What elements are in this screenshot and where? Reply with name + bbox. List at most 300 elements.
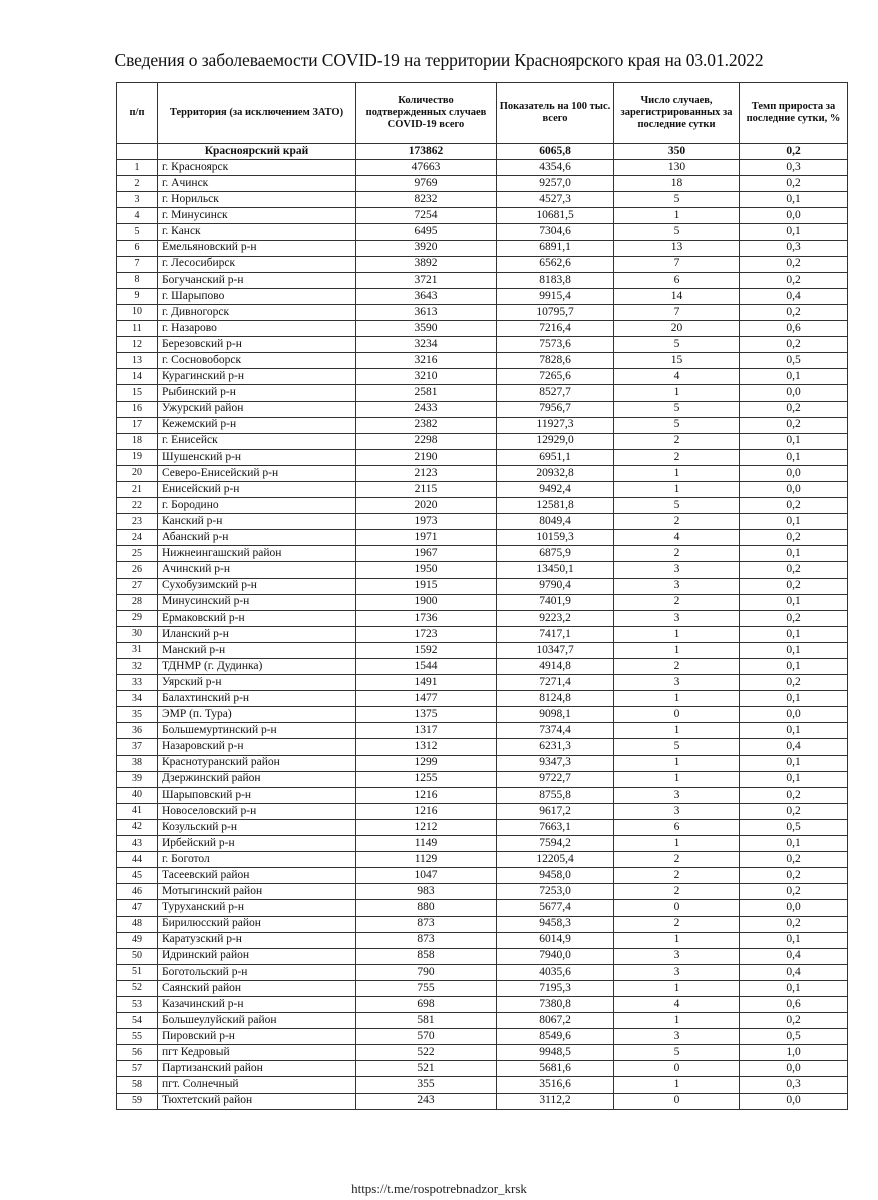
rate-cell: 10681,5 — [497, 208, 614, 224]
table-row — [117, 948, 848, 964]
table-row — [117, 787, 848, 803]
table-row — [117, 964, 848, 980]
number-cell: 42 — [117, 819, 158, 835]
territory-cell: Дзержинский район — [158, 771, 356, 787]
growth-cell: 0,5 — [740, 353, 848, 369]
number-cell: 20 — [117, 465, 158, 481]
number-cell: 10 — [117, 304, 158, 320]
daily-cell: 5 — [614, 401, 740, 417]
daily-cell: 2 — [614, 868, 740, 884]
growth-cell: 0,2 — [740, 256, 848, 272]
document-title: Сведения о заболеваемости COVID-19 на территории Красноярского края на 03.01.2022 — [114, 50, 764, 70]
rate-cell: 6231,3 — [497, 739, 614, 755]
table-row — [117, 932, 848, 948]
rate-cell: 3516,6 — [497, 1077, 614, 1093]
number-cell: 16 — [117, 401, 158, 417]
number-cell: 30 — [117, 626, 158, 642]
growth-cell: 0,1 — [740, 433, 848, 449]
territory-cell: г. Лесосибирск — [158, 256, 356, 272]
rate-cell: 7304,6 — [497, 224, 614, 240]
growth-cell: 0,2 — [740, 803, 848, 819]
table-row — [117, 176, 848, 192]
growth-cell: 0,2 — [740, 562, 848, 578]
number-cell: 29 — [117, 610, 158, 626]
table-row — [117, 353, 848, 369]
table-row — [117, 1061, 848, 1077]
growth-cell: 0,0 — [740, 1093, 848, 1109]
total-row — [117, 144, 848, 160]
territory-cell: Богучанский р-н — [158, 272, 356, 288]
cases-cell: 2298 — [356, 433, 497, 449]
table-row — [117, 980, 848, 996]
cases-cell: 243 — [356, 1093, 497, 1109]
table-row — [117, 481, 848, 497]
table-row — [117, 433, 848, 449]
cases-cell: 2020 — [356, 498, 497, 514]
number-cell: 58 — [117, 1077, 158, 1093]
daily-cell: 4 — [614, 369, 740, 385]
rate-cell: 12929,0 — [497, 433, 614, 449]
growth-cell: 0,0 — [740, 465, 848, 481]
territory-cell: г. Шарыпово — [158, 288, 356, 304]
territory-cell: Большемуртинский р-н — [158, 723, 356, 739]
cases-cell: 9769 — [356, 176, 497, 192]
daily-cell: 5 — [614, 417, 740, 433]
territory-cell: Тюхтетский район — [158, 1093, 356, 1109]
territory-cell: Нижнеингашский район — [158, 546, 356, 562]
rate-cell: 6951,1 — [497, 449, 614, 465]
table-row — [117, 836, 848, 852]
rate-cell: 5677,4 — [497, 900, 614, 916]
growth-cell: 0,2 — [740, 337, 848, 353]
territory-cell: пгт Кедровый — [158, 1045, 356, 1061]
cases-cell: 1212 — [356, 819, 497, 835]
table-row — [117, 288, 848, 304]
territory-cell: Козульский р-н — [158, 819, 356, 835]
cases-cell: 2123 — [356, 465, 497, 481]
number-cell: 21 — [117, 481, 158, 497]
rate-cell: 8549,6 — [497, 1029, 614, 1045]
daily-cell: 3 — [614, 562, 740, 578]
rate-cell: 7401,9 — [497, 594, 614, 610]
growth-cell: 0,4 — [740, 288, 848, 304]
rate-cell: 9948,5 — [497, 1045, 614, 1061]
number-cell: 14 — [117, 369, 158, 385]
daily-cell: 1 — [614, 465, 740, 481]
rate-cell: 9223,2 — [497, 610, 614, 626]
number-cell: 48 — [117, 916, 158, 932]
daily-cell: 1 — [614, 1077, 740, 1093]
rate-cell: 5681,6 — [497, 1061, 614, 1077]
daily-cell: 1 — [614, 771, 740, 787]
territory-cell: г. Дивногорск — [158, 304, 356, 320]
growth-cell: 0,2 — [740, 787, 848, 803]
table-row — [117, 449, 848, 465]
territory-cell: г. Ачинск — [158, 176, 356, 192]
number-cell: 2 — [117, 176, 158, 192]
cases-cell: 47663 — [356, 160, 497, 176]
cases-cell: 1047 — [356, 868, 497, 884]
growth-cell: 0,2 — [740, 498, 848, 514]
table-row — [117, 771, 848, 787]
territory-cell: Курагинский р-н — [158, 369, 356, 385]
growth-cell: 0,1 — [740, 626, 848, 642]
rate-cell: 8049,4 — [497, 514, 614, 530]
number-cell: 38 — [117, 755, 158, 771]
daily-cell: 130 — [614, 160, 740, 176]
number-cell: 52 — [117, 980, 158, 996]
growth-cell: 0,1 — [740, 723, 848, 739]
daily-cell: 2 — [614, 659, 740, 675]
growth-cell: 0,1 — [740, 755, 848, 771]
daily-cell: 5 — [614, 192, 740, 208]
daily-cell: 1 — [614, 980, 740, 996]
rate-cell: 7265,6 — [497, 369, 614, 385]
growth-cell: 0,2 — [740, 916, 848, 932]
daily-cell: 4 — [614, 996, 740, 1012]
cases-cell: 1900 — [356, 594, 497, 610]
number-cell: 35 — [117, 707, 158, 723]
source-link: https://t.me/rospotrebnadzor_krsk — [351, 1181, 527, 1196]
growth-cell: 0,1 — [740, 514, 848, 530]
cases-cell: 983 — [356, 884, 497, 900]
number-cell: 12 — [117, 337, 158, 353]
growth-cell: 1,0 — [740, 1045, 848, 1061]
territory-cell: Шушенский р-н — [158, 449, 356, 465]
cases-cell: 873 — [356, 916, 497, 932]
table-row — [117, 192, 848, 208]
growth-cell: 0,2 — [740, 401, 848, 417]
growth-cell: 0,1 — [740, 642, 848, 658]
daily-cell: 1 — [614, 626, 740, 642]
growth-cell: 0,2 — [740, 852, 848, 868]
number-cell: 49 — [117, 932, 158, 948]
growth-cell: 0,2 — [740, 304, 848, 320]
number-cell: 56 — [117, 1045, 158, 1061]
daily-cell: 1 — [614, 208, 740, 224]
cases-cell: 3210 — [356, 369, 497, 385]
daily-cell: 7 — [614, 256, 740, 272]
territory-cell: г. Сосновоборск — [158, 353, 356, 369]
territory-cell: Назаровский р-н — [158, 739, 356, 755]
rate-cell: 8527,7 — [497, 385, 614, 401]
table-row — [117, 642, 848, 658]
table-row — [117, 819, 848, 835]
cases-cell: 790 — [356, 964, 497, 980]
cases-cell: 3216 — [356, 353, 497, 369]
rate-cell: 9790,4 — [497, 578, 614, 594]
rate-cell: 6875,9 — [497, 546, 614, 562]
cases-cell: 1216 — [356, 803, 497, 819]
daily-cell: 5 — [614, 337, 740, 353]
daily-cell: 1 — [614, 481, 740, 497]
number-cell: 31 — [117, 642, 158, 658]
cases-cell: 7254 — [356, 208, 497, 224]
territory-cell: г. Красноярск — [158, 160, 356, 176]
number-cell: 36 — [117, 723, 158, 739]
growth-cell: 0,1 — [740, 449, 848, 465]
daily-cell: 0 — [614, 1061, 740, 1077]
number-cell: 7 — [117, 256, 158, 272]
number-cell: 26 — [117, 562, 158, 578]
total-growth-cell: 0,2 — [740, 144, 848, 160]
daily-cell: 18 — [614, 176, 740, 192]
number-cell: 19 — [117, 449, 158, 465]
number-cell: 41 — [117, 803, 158, 819]
growth-cell: 0,2 — [740, 1013, 848, 1029]
daily-cell: 1 — [614, 932, 740, 948]
territory-cell: Балахтинский р-н — [158, 691, 356, 707]
table-row — [117, 1077, 848, 1093]
growth-cell: 0,4 — [740, 964, 848, 980]
table-row — [117, 626, 848, 642]
territory-cell: Абанский р-н — [158, 530, 356, 546]
rate-cell: 9617,2 — [497, 803, 614, 819]
number-cell: 40 — [117, 787, 158, 803]
growth-cell: 0,1 — [740, 980, 848, 996]
table-row — [117, 256, 848, 272]
covid-stats-table — [116, 82, 848, 1110]
table-row — [117, 803, 848, 819]
cases-cell: 3643 — [356, 288, 497, 304]
rate-cell: 8183,8 — [497, 272, 614, 288]
rate-cell: 10795,7 — [497, 304, 614, 320]
table-row — [117, 208, 848, 224]
table-row — [117, 272, 848, 288]
daily-cell: 3 — [614, 803, 740, 819]
growth-cell: 0,2 — [740, 272, 848, 288]
territory-cell: г. Боготол — [158, 852, 356, 868]
growth-cell: 0,2 — [740, 578, 848, 594]
rate-cell: 7216,4 — [497, 321, 614, 337]
territory-cell: Каратузский р-н — [158, 932, 356, 948]
daily-cell: 1 — [614, 385, 740, 401]
growth-cell: 0,5 — [740, 819, 848, 835]
cases-cell: 1967 — [356, 546, 497, 562]
number-cell: 6 — [117, 240, 158, 256]
number-cell: 23 — [117, 514, 158, 530]
number-cell: 57 — [117, 1061, 158, 1077]
cases-cell: 581 — [356, 1013, 497, 1029]
table-row — [117, 401, 848, 417]
daily-cell: 3 — [614, 964, 740, 980]
cases-cell: 858 — [356, 948, 497, 964]
daily-cell: 2 — [614, 916, 740, 932]
number-cell: 43 — [117, 836, 158, 852]
cases-cell: 1129 — [356, 852, 497, 868]
cases-cell: 1723 — [356, 626, 497, 642]
table-row — [117, 1029, 848, 1045]
number-cell: 3 — [117, 192, 158, 208]
territory-cell: г. Назарово — [158, 321, 356, 337]
growth-cell: 0,3 — [740, 1077, 848, 1093]
rate-cell: 9458,3 — [497, 916, 614, 932]
rate-cell: 4354,6 — [497, 160, 614, 176]
cases-cell: 1973 — [356, 514, 497, 530]
growth-cell: 0,2 — [740, 530, 848, 546]
rate-cell: 7380,8 — [497, 996, 614, 1012]
rate-cell: 9458,0 — [497, 868, 614, 884]
growth-cell: 0,2 — [740, 868, 848, 884]
table-row — [117, 755, 848, 771]
daily-cell: 2 — [614, 884, 740, 900]
total-cases-cell: 173862 — [356, 144, 497, 160]
number-cell: 37 — [117, 739, 158, 755]
territory-cell: Бирилюсский район — [158, 916, 356, 932]
cases-cell: 6495 — [356, 224, 497, 240]
territory-cell: Ужурский район — [158, 401, 356, 417]
growth-cell: 0,0 — [740, 208, 848, 224]
territory-cell: Ермаковский р-н — [158, 610, 356, 626]
daily-cell: 1 — [614, 1013, 740, 1029]
territory-cell: Канский р-н — [158, 514, 356, 530]
cases-cell: 2433 — [356, 401, 497, 417]
cases-cell: 1375 — [356, 707, 497, 723]
cases-cell: 8232 — [356, 192, 497, 208]
table-row — [117, 160, 848, 176]
cases-cell: 2115 — [356, 481, 497, 497]
growth-cell: 0,3 — [740, 160, 848, 176]
number-cell: 11 — [117, 321, 158, 337]
rate-cell: 9347,3 — [497, 755, 614, 771]
territory-cell: Северо-Енисейский р-н — [158, 465, 356, 481]
daily-cell: 13 — [614, 240, 740, 256]
number-cell: 25 — [117, 546, 158, 562]
table-row — [117, 321, 848, 337]
growth-cell: 0,3 — [740, 240, 848, 256]
growth-cell: 0,1 — [740, 224, 848, 240]
rate-cell: 13450,1 — [497, 562, 614, 578]
number-cell: 24 — [117, 530, 158, 546]
daily-cell: 15 — [614, 353, 740, 369]
table-row — [117, 530, 848, 546]
territory-cell: г. Минусинск — [158, 208, 356, 224]
cases-cell: 1971 — [356, 530, 497, 546]
daily-cell: 3 — [614, 578, 740, 594]
rate-cell: 9915,4 — [497, 288, 614, 304]
cases-cell: 1317 — [356, 723, 497, 739]
territory-cell: ЭМР (п. Тура) — [158, 707, 356, 723]
territory-cell: Манский р-н — [158, 642, 356, 658]
daily-cell: 2 — [614, 594, 740, 610]
daily-cell: 2 — [614, 449, 740, 465]
growth-cell: 0,0 — [740, 707, 848, 723]
table-row — [117, 723, 848, 739]
daily-cell: 3 — [614, 948, 740, 964]
cases-cell: 570 — [356, 1029, 497, 1045]
number-cell: 18 — [117, 433, 158, 449]
table-row — [117, 546, 848, 562]
territory-cell: г. Енисейск — [158, 433, 356, 449]
table-row — [117, 498, 848, 514]
daily-cell: 14 — [614, 288, 740, 304]
cases-cell: 1950 — [356, 562, 497, 578]
column-header-growth-rate: Темп прироста за последние сутки, % — [740, 83, 848, 144]
daily-cell: 2 — [614, 546, 740, 562]
column-header-territory: Территория (за исключением ЗАТО) — [158, 83, 356, 144]
growth-cell: 0,5 — [740, 1029, 848, 1045]
table-row — [117, 1013, 848, 1029]
rate-cell: 12581,8 — [497, 498, 614, 514]
cases-cell: 1149 — [356, 836, 497, 852]
column-header-number: п/п — [117, 83, 158, 144]
territory-cell: Партизанский район — [158, 1061, 356, 1077]
rate-cell: 7940,0 — [497, 948, 614, 964]
cases-cell: 3234 — [356, 337, 497, 353]
cases-cell: 1592 — [356, 642, 497, 658]
growth-cell: 0,2 — [740, 417, 848, 433]
rate-cell: 7374,4 — [497, 723, 614, 739]
rate-cell: 8755,8 — [497, 787, 614, 803]
rate-cell: 8124,8 — [497, 691, 614, 707]
number-cell: 22 — [117, 498, 158, 514]
rate-cell: 7663,1 — [497, 819, 614, 835]
cases-cell: 2190 — [356, 449, 497, 465]
daily-cell: 2 — [614, 852, 740, 868]
rate-cell: 20932,8 — [497, 465, 614, 481]
territory-cell: пгт. Солнечный — [158, 1077, 356, 1093]
daily-cell: 1 — [614, 755, 740, 771]
territory-cell: Березовский р-н — [158, 337, 356, 353]
table-row — [117, 417, 848, 433]
number-cell: 27 — [117, 578, 158, 594]
total-daily-cell: 350 — [614, 144, 740, 160]
number-cell: 9 — [117, 288, 158, 304]
cases-cell: 2382 — [356, 417, 497, 433]
number-cell: 13 — [117, 353, 158, 369]
table-row — [117, 304, 848, 320]
table-row — [117, 610, 848, 626]
daily-cell: 3 — [614, 1029, 740, 1045]
number-cell: 17 — [117, 417, 158, 433]
territory-cell: Пировский р-н — [158, 1029, 356, 1045]
table-row — [117, 385, 848, 401]
table-row — [117, 691, 848, 707]
growth-cell: 0,6 — [740, 321, 848, 337]
daily-cell: 0 — [614, 707, 740, 723]
table-row — [117, 578, 848, 594]
rate-cell: 6891,1 — [497, 240, 614, 256]
daily-cell: 2 — [614, 433, 740, 449]
cases-cell: 3920 — [356, 240, 497, 256]
growth-cell: 0,0 — [740, 900, 848, 916]
table-row — [117, 739, 848, 755]
daily-cell: 3 — [614, 610, 740, 626]
table-row — [117, 900, 848, 916]
table-row — [117, 884, 848, 900]
daily-cell: 5 — [614, 224, 740, 240]
number-cell: 46 — [117, 884, 158, 900]
daily-cell: 0 — [614, 900, 740, 916]
cases-cell: 2581 — [356, 385, 497, 401]
territory-cell: Туруханский р-н — [158, 900, 356, 916]
rate-cell: 7956,7 — [497, 401, 614, 417]
rate-cell: 6014,9 — [497, 932, 614, 948]
rate-cell: 7573,6 — [497, 337, 614, 353]
daily-cell: 6 — [614, 819, 740, 835]
territory-cell: г. Канск — [158, 224, 356, 240]
territory-cell: Енисейский р-н — [158, 481, 356, 497]
cases-cell: 1915 — [356, 578, 497, 594]
growth-cell: 0,2 — [740, 884, 848, 900]
rate-cell: 12205,4 — [497, 852, 614, 868]
rate-cell: 3112,2 — [497, 1093, 614, 1109]
growth-cell: 0,1 — [740, 691, 848, 707]
column-header-rate-per-100k: Показатель на 100 тыс. всего — [497, 83, 614, 144]
table-row — [117, 1093, 848, 1109]
territory-cell: Сухобузимский р-н — [158, 578, 356, 594]
cases-cell: 1216 — [356, 787, 497, 803]
